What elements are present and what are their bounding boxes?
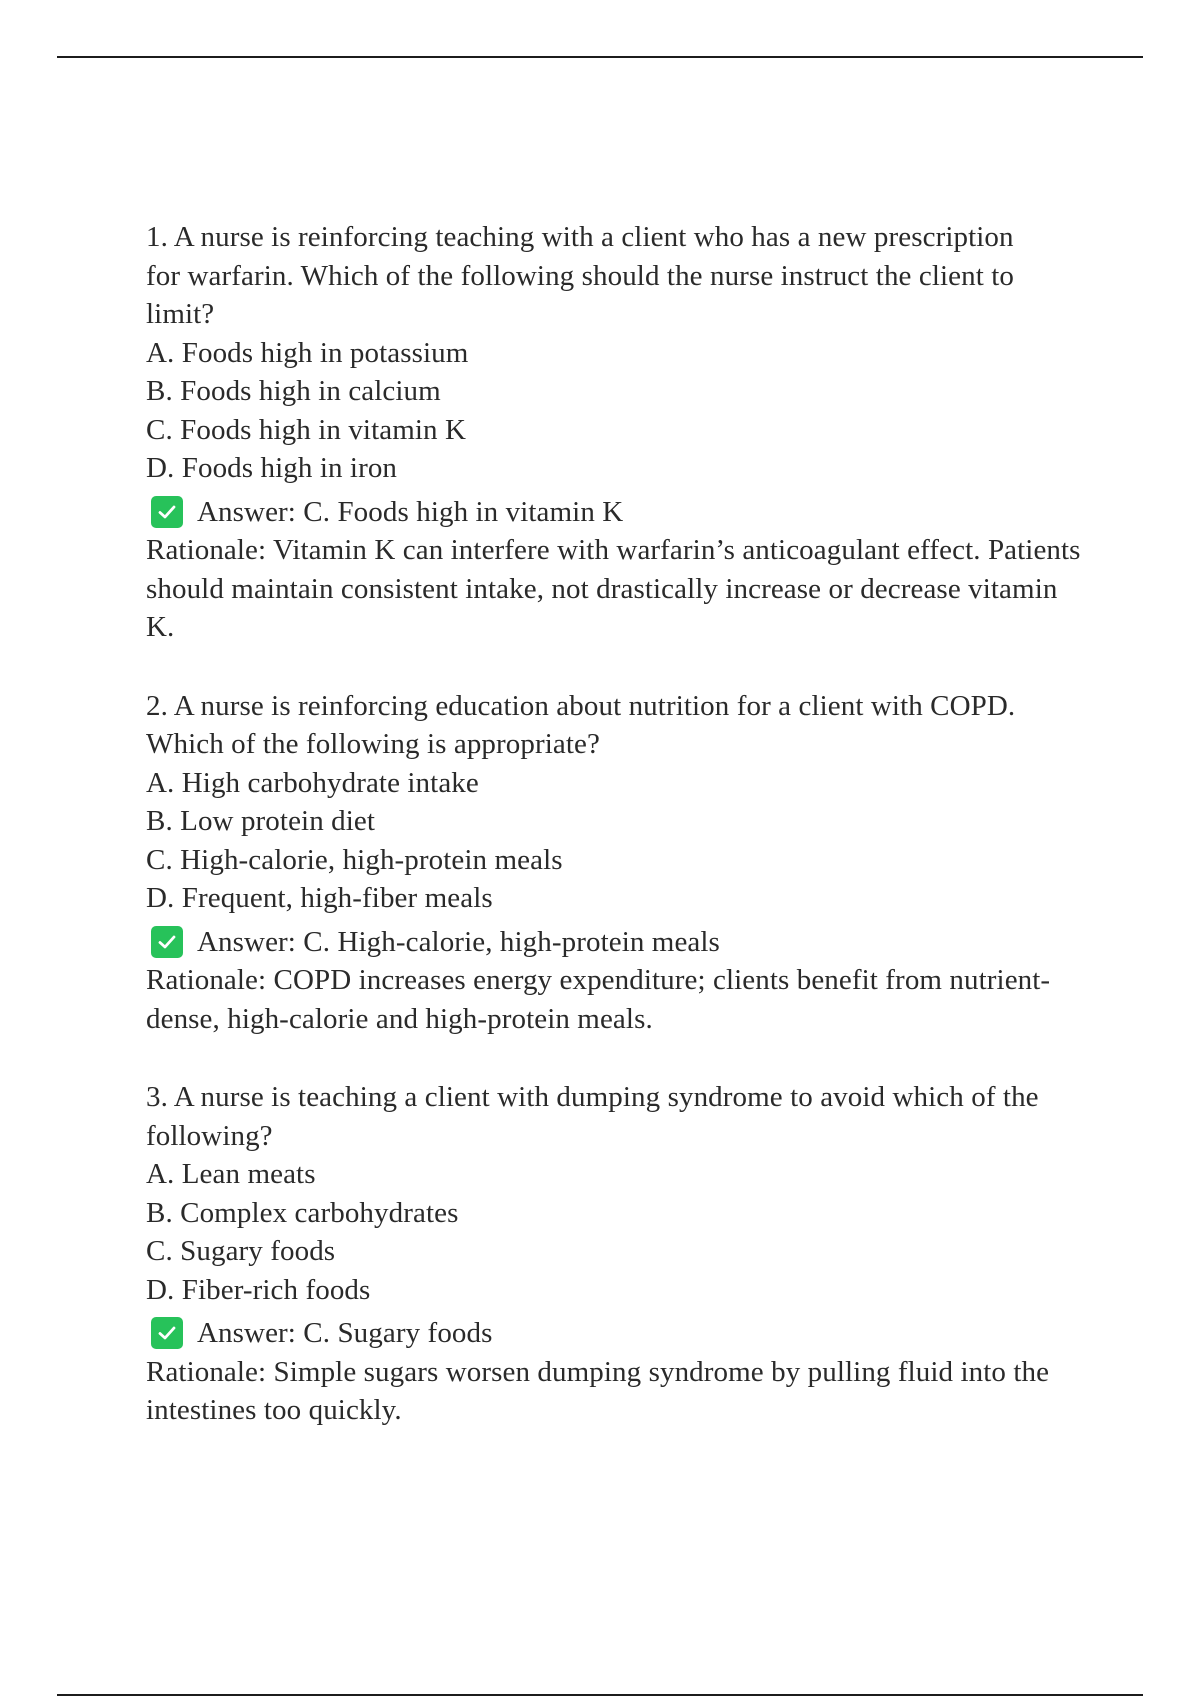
option-b: B. Foods high in calcium <box>146 375 441 407</box>
option-list <box>146 764 1146 918</box>
option-list <box>146 1155 1146 1309</box>
option-d: D. Fiber-rich foods <box>146 1273 371 1306</box>
check-mark-icon <box>151 1317 183 1349</box>
question-text: 3. A nurse is teaching a client with dumping syndrome to avoid which of the following? <box>146 1081 1039 1152</box>
rationale-text: Rationale: Simple sugars worsen dumping syndrome by pulling fluid into the intestines too quickly. <box>146 1355 1050 1426</box>
question-text: 1. A nurse is reinforcing teaching with a client who has a new prescription for warfarin. Which of the following should the nurse instruct the client to limit? <box>146 221 1014 330</box>
check-mark-icon <box>151 926 183 958</box>
check-mark-icon <box>151 496 183 528</box>
option-d: D. Foods high in iron <box>146 452 398 484</box>
option-a: A. Lean meats <box>146 1158 316 1190</box>
answer-line <box>146 1314 1146 1353</box>
question-2 <box>146 687 1146 1039</box>
answer-line <box>146 493 1146 532</box>
option-list <box>146 334 1146 488</box>
header-rule <box>57 56 1143 58</box>
answer-text: Answer: C. High-calorie, high-protein meals <box>197 925 720 958</box>
option-a: A. High carbohydrate intake <box>146 766 479 799</box>
rationale-text: Rationale: COPD increases energy expenditure; clients benefit from nutrient-dense, high-calorie and high-protein meals. <box>146 964 1051 1035</box>
answer-line <box>146 923 1146 962</box>
answer-text: Answer: C. Foods high in vitamin K <box>197 495 624 528</box>
option-c: C. High-calorie, high-protein meals <box>146 843 563 876</box>
option-b: B. Complex carbohydrates <box>146 1196 459 1229</box>
question-3 <box>146 1078 1146 1430</box>
answer-text: Answer: C. Sugary foods <box>197 1317 493 1349</box>
rationale-text: Rationale: Vitamin K can interfere with warfarin’s anticoagulant effect. Patients should maintain consistent intake, not drastically increase or decrease vitamin K. <box>146 534 1081 643</box>
option-b: B. Low protein diet <box>146 805 376 837</box>
question-1 <box>146 218 1146 647</box>
question-text: 2. A nurse is reinforcing education about nutrition for a client with COPD. Which of the following is appropriate? <box>146 689 1016 760</box>
footer-rule <box>57 1694 1143 1696</box>
document-body <box>146 218 1146 1430</box>
option-c: C. Foods high in vitamin K <box>146 413 467 446</box>
option-a: A. Foods high in potassium <box>146 336 469 369</box>
option-d: D. Frequent, high-fiber meals <box>146 882 493 914</box>
option-c: C. Sugary foods <box>146 1235 336 1267</box>
